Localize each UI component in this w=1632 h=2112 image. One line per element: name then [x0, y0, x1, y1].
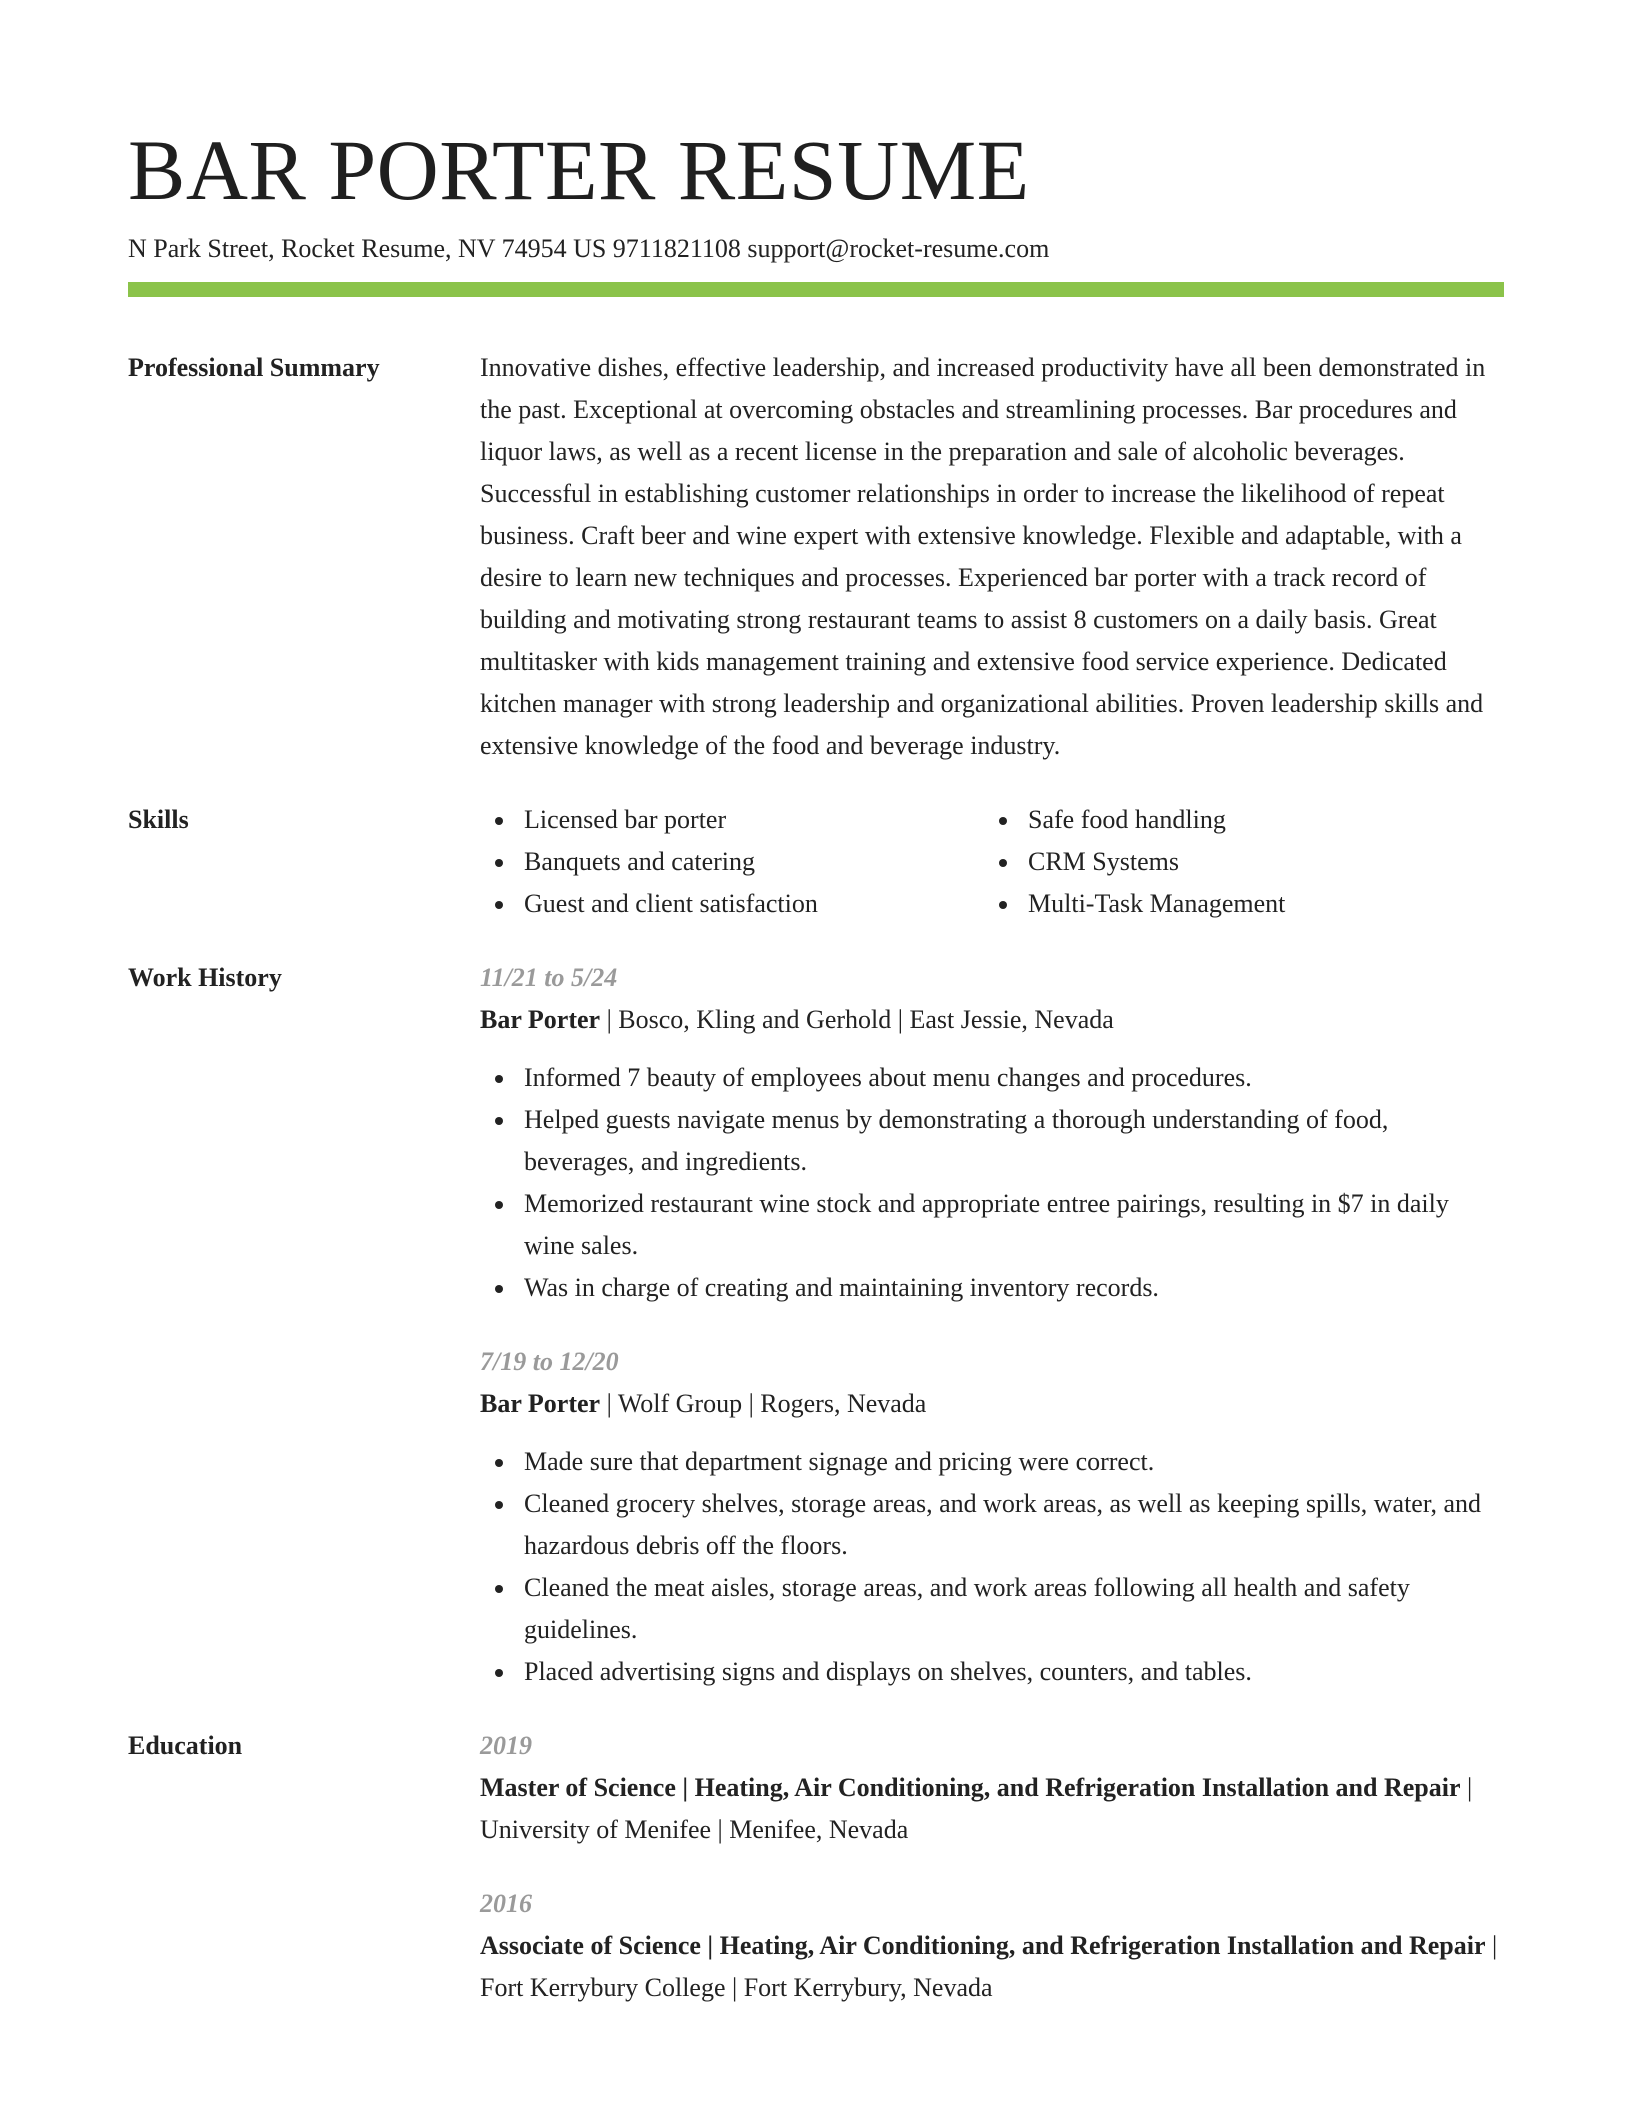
section-label-summary: Professional Summary: [128, 353, 380, 382]
resume-page: [128, 120, 1504, 2009]
skill-item: Licensed bar porter: [480, 799, 984, 841]
contact-line: N Park Street, Rocket Resume, NV 74954 US 9711821108 support@rocket-resume.com: [128, 234, 1050, 263]
degree-title: Master of Science | Heating, Air Conditioning, and Refrigeration Installation and Repair: [480, 1773, 1461, 1802]
school-location: | Fort Kerrybury College | Fort Kerrybury, Nevada: [480, 1931, 1498, 2002]
job-bullet: Was in charge of creating and maintaining inventory records.: [480, 1267, 1504, 1309]
school-location: | University of Menifee | Menifee, Nevada: [480, 1773, 1473, 1844]
job-employer-location: | Wolf Group | Rogers, Nevada: [600, 1389, 927, 1418]
skill-item: Safe food handling: [984, 799, 1488, 841]
job-bullets: [480, 1057, 1504, 1309]
section-label-skills: Skills: [128, 805, 189, 834]
job-heading: [480, 1383, 1504, 1425]
skill-item: CRM Systems: [984, 841, 1488, 883]
education-year: 2019: [480, 1731, 532, 1760]
education-heading: [480, 1767, 1504, 1851]
skills-column-right: [984, 799, 1488, 925]
skills-grid: [480, 799, 1504, 925]
work-history-body: [480, 957, 1504, 1693]
job-bullet: Cleaned the meat aisles, storage areas, and work areas following all health and safety guidelines.: [480, 1567, 1504, 1651]
education-entry: [480, 1883, 1504, 2009]
section-label-work: Work History: [128, 963, 282, 992]
skill-item: Banquets and catering: [480, 841, 984, 883]
job-entry: [480, 1341, 1504, 1693]
resume-title: BAR PORTER RESUME: [128, 122, 1030, 218]
job-bullets: [480, 1441, 1504, 1693]
job-bullet: Cleaned grocery shelves, storage areas, and work areas, as well as keeping spills, water, and hazardous debris off the floors.: [480, 1483, 1504, 1567]
job-title: Bar Porter: [480, 1389, 601, 1418]
job-bullet: Memorized restaurant wine stock and appropriate entree pairings, resulting in $7 in daily wine sales.: [480, 1183, 1504, 1267]
education-year: 2016: [480, 1889, 532, 1918]
job-heading: [480, 999, 1504, 1041]
education-section: [128, 1725, 1504, 2009]
skills-column-left: [480, 799, 984, 925]
work-history-section: [128, 957, 1504, 1693]
job-bullet: Made sure that department signage and pricing were correct.: [480, 1441, 1504, 1483]
job-dates: 11/21 to 5/24: [480, 963, 618, 992]
job-entry: [480, 957, 1504, 1309]
education-entry: [480, 1725, 1504, 1851]
job-bullet: Informed 7 beauty of employees about menu changes and procedures.: [480, 1057, 1504, 1099]
skill-item: Guest and client satisfaction: [480, 883, 984, 925]
professional-summary-section: [128, 347, 1504, 767]
summary-text: Innovative dishes, effective leadership, and increased productivity have all been demonstrated in the past. Exceptional at overcoming obstacles and streamlining processes. Bar procedures and liquor laws, as well as a recent license in the preparation and sale of alcoholic beverages. Successful in establishing customer relationships in order to increase the likelihood of repeat business. Craft beer and wine expert with extensive knowledge. Flexible and adaptable, with a desire to learn new techniques and processes. Experienced bar porter with a track record of building and motivating strong restaurant teams to assist 8 customers on a daily basis. Great multitasker with kids management training and extensive food service experience. Dedicated kitchen manager with strong leadership and organizational abilities. Proven leadership skills and extensive knowledge of the food and beverage industry.: [480, 353, 1486, 760]
job-bullet: Placed advertising signs and displays on shelves, counters, and tables.: [480, 1651, 1504, 1693]
education-body: [480, 1725, 1504, 2009]
section-label-education: Education: [128, 1731, 243, 1760]
skills-section: [128, 799, 1504, 925]
skill-item: Multi-Task Management: [984, 883, 1488, 925]
accent-divider: [128, 282, 1504, 297]
education-heading: [480, 1925, 1504, 2009]
job-employer-location: | Bosco, Kling and Gerhold | East Jessie, Nevada: [600, 1005, 1114, 1034]
degree-title: Associate of Science | Heating, Air Conditioning, and Refrigeration Installation and Repair: [480, 1931, 1486, 1960]
job-title: Bar Porter: [480, 1005, 601, 1034]
job-dates: 7/19 to 12/20: [480, 1347, 619, 1376]
job-bullet: Helped guests navigate menus by demonstrating a thorough understanding of food, beverages, and ingredients.: [480, 1099, 1504, 1183]
